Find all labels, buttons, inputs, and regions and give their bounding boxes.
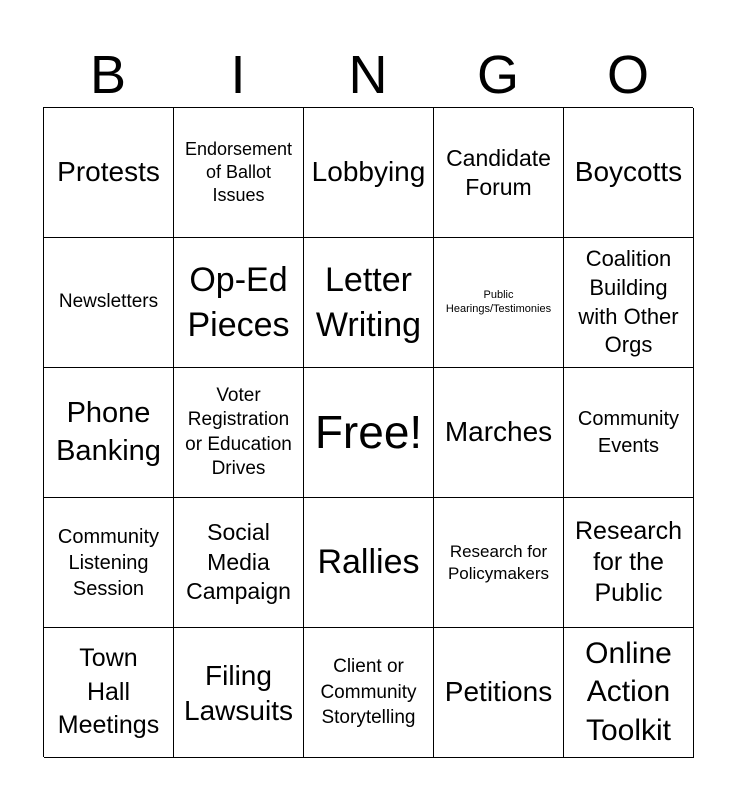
bingo-cell-label: Filing Lawsuits xyxy=(184,659,293,726)
bingo-cell[interactable] xyxy=(564,238,694,368)
header-letter-g: G xyxy=(476,45,519,105)
bingo-cell-label: Letter Writing xyxy=(315,261,422,344)
bingo-cell[interactable] xyxy=(434,238,564,368)
bingo-cell[interactable] xyxy=(174,238,304,368)
bingo-header xyxy=(43,44,693,106)
bingo-cell-label: Free! xyxy=(314,406,423,459)
bingo-cell-label: Endorsement of Ballot Issues xyxy=(184,138,293,206)
bingo-card-grid xyxy=(43,107,693,757)
bingo-cell-label: Protests xyxy=(57,156,160,188)
bingo-cell-label: Community Listening Session xyxy=(57,525,160,600)
bingo-cell[interactable] xyxy=(44,628,174,758)
bingo-cell-label: Phone Banking xyxy=(56,397,161,467)
bingo-cell[interactable] xyxy=(174,628,304,758)
bingo-cell[interactable] xyxy=(44,368,174,498)
bingo-cell[interactable] xyxy=(174,498,304,628)
bingo-cell-label: Social Media Campaign xyxy=(186,519,291,605)
bingo-cell-label: Petitions xyxy=(444,676,553,708)
bingo-cell-label: Research for Policymakers xyxy=(447,541,550,583)
bingo-cell[interactable] xyxy=(304,238,434,368)
bingo-cell[interactable] xyxy=(434,368,564,498)
bingo-cell-label: Lobbying xyxy=(311,156,426,188)
bingo-cell[interactable] xyxy=(304,368,434,498)
bingo-cell[interactable] xyxy=(304,628,434,758)
bingo-cell[interactable] xyxy=(44,498,174,628)
bingo-cell[interactable] xyxy=(434,498,564,628)
bingo-cell[interactable] xyxy=(564,628,694,758)
header-letter-o: O xyxy=(606,45,649,105)
bingo-cell-label: Newsletters xyxy=(58,291,159,313)
bingo-cell[interactable] xyxy=(564,498,694,628)
bingo-cell-label: Marches xyxy=(444,416,553,448)
header-letter-b: B xyxy=(89,45,127,105)
bingo-cell[interactable] xyxy=(174,368,304,498)
bingo-cell[interactable] xyxy=(304,498,434,628)
bingo-cell-label: Research for the Public xyxy=(575,516,682,608)
bingo-cell[interactable] xyxy=(304,108,434,238)
header-letter-i: I xyxy=(230,45,246,105)
bingo-cell[interactable] xyxy=(564,108,694,238)
bingo-cell[interactable] xyxy=(44,108,174,238)
bingo-cell[interactable] xyxy=(564,368,694,498)
bingo-cell-label: Voter Registration or Education Drives xyxy=(185,384,292,479)
bingo-cell-label: Online Action Toolkit xyxy=(585,636,672,747)
bingo-cell[interactable] xyxy=(434,628,564,758)
bingo-cell-label: Coalition Building with Other Orgs xyxy=(578,246,679,358)
bingo-cell-label: Client or Community Storytelling xyxy=(320,656,417,729)
bingo-cell[interactable] xyxy=(434,108,564,238)
bingo-cell-label: Town Hall Meetings xyxy=(57,643,160,740)
bingo-cell-label: Boycotts xyxy=(574,156,683,188)
bingo-cell-label: Op-Ed Pieces xyxy=(187,261,290,344)
header-letter-n: N xyxy=(348,45,388,105)
bingo-cell[interactable] xyxy=(174,108,304,238)
bingo-cell-label: Community Events xyxy=(577,407,680,457)
bingo-cell-label: Public Hearings/Testimonies xyxy=(445,288,552,315)
bingo-cell-label: Rallies xyxy=(317,542,420,581)
bingo-cell-label: Candidate Forum xyxy=(446,144,551,200)
bingo-cell[interactable] xyxy=(44,238,174,368)
